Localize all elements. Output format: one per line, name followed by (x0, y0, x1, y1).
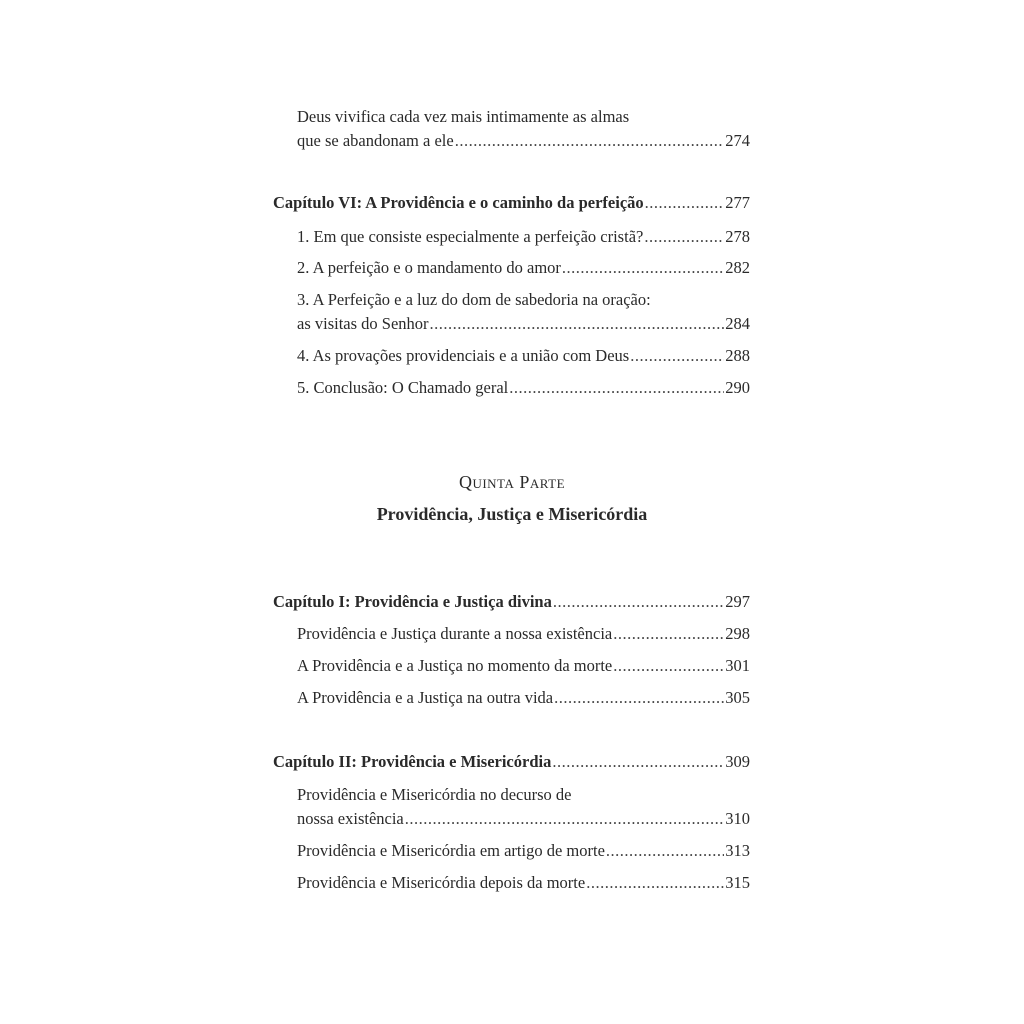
chapter-title: Capítulo II: Providência e Misericórdia (273, 752, 552, 771)
toc-page-number: 310 (725, 809, 750, 828)
toc-entry-title: Providência e Justiça durante a nossa existência (297, 624, 613, 643)
toc-entry-line: Deus vivifica cada vez mais intimamente as almas (297, 107, 630, 126)
leader-dots (562, 256, 724, 280)
leader-dots (430, 312, 725, 336)
chapter-title: Capítulo I: Providência e Justiça divina (273, 592, 552, 611)
toc-page-number: 297 (725, 592, 750, 611)
toc-entry[interactable] (297, 871, 750, 895)
part-title: Providência, Justiça e Misericórdia (376, 504, 648, 524)
toc-entry-title: 1. Em que consiste especialmente a perfeição cristã? (297, 227, 644, 246)
toc-entry-title: A Providência e a Justiça no momento da morte (297, 656, 613, 675)
toc-entry[interactable] (297, 686, 750, 710)
leader-dots (644, 225, 724, 249)
toc-page-number: 282 (725, 258, 750, 277)
leader-dots (613, 654, 724, 678)
leader-dots (509, 376, 724, 400)
toc-entry[interactable] (297, 225, 750, 249)
toc-entry-title: 4. As provações providenciais e a união com Deus (297, 346, 630, 365)
toc-page-number: 313 (725, 841, 750, 860)
toc-entry[interactable] (297, 807, 750, 831)
toc-entry-title: Providência e Misericórdia em artigo de morte (297, 841, 605, 860)
toc-entry[interactable] (297, 622, 750, 646)
toc-entry-title: 2. A perfeição e o mandamento do amor (297, 258, 561, 277)
leader-dots (606, 839, 724, 863)
toc-entry[interactable] (297, 344, 750, 368)
toc-entry-title: nossa existência (297, 809, 404, 828)
toc-page-number: 274 (725, 131, 750, 150)
toc-entry-line: 3. A Perfeição e a luz do dom de sabedoria na oração: (297, 290, 651, 309)
leader-dots (553, 590, 724, 614)
toc-entry-line: Providência e Misericórdia no decurso de (297, 785, 572, 804)
toc-entry-title: as visitas do Senhor (297, 314, 429, 333)
leader-dots (405, 807, 724, 831)
leader-dots (645, 191, 725, 215)
toc-entry[interactable] (297, 839, 750, 863)
leader-dots (586, 871, 724, 895)
toc-entry[interactable] (297, 129, 750, 153)
leader-dots (630, 344, 724, 368)
leader-dots (552, 750, 724, 774)
chapter-title: Capítulo VI: A Providência e o caminho da perfeição (273, 193, 644, 212)
toc-page-number: 284 (725, 314, 750, 333)
leader-dots (455, 129, 725, 153)
toc-page-number: 301 (725, 656, 750, 675)
toc-entry-title: A Providência e a Justiça na outra vida (297, 688, 554, 707)
toc-page-number: 288 (725, 346, 750, 365)
toc-chapter-heading[interactable] (273, 191, 750, 215)
toc-page-number: 315 (725, 873, 750, 892)
toc-chapter-heading[interactable] (273, 590, 750, 614)
part-label: Quinta Parte (458, 472, 566, 492)
leader-dots (554, 686, 724, 710)
toc-page-number: 309 (725, 752, 750, 771)
toc-entry[interactable] (297, 376, 750, 400)
toc-page-number: 278 (725, 227, 750, 246)
toc-entry[interactable] (297, 312, 750, 336)
toc-page-number: 305 (725, 688, 750, 707)
toc-entry-title: Providência e Misericórdia depois da morte (297, 873, 586, 892)
toc-chapter-heading[interactable] (273, 750, 750, 774)
toc-entry-title: 5. Conclusão: O Chamado geral (297, 378, 509, 397)
toc-entry-title: que se abandonam a ele (297, 131, 454, 150)
toc-page-number: 290 (725, 378, 750, 397)
toc-entry[interactable] (297, 256, 750, 280)
leader-dots (613, 622, 724, 646)
toc-page-number: 277 (725, 193, 750, 212)
toc-entry[interactable] (297, 654, 750, 678)
toc-page-number: 298 (725, 624, 750, 643)
